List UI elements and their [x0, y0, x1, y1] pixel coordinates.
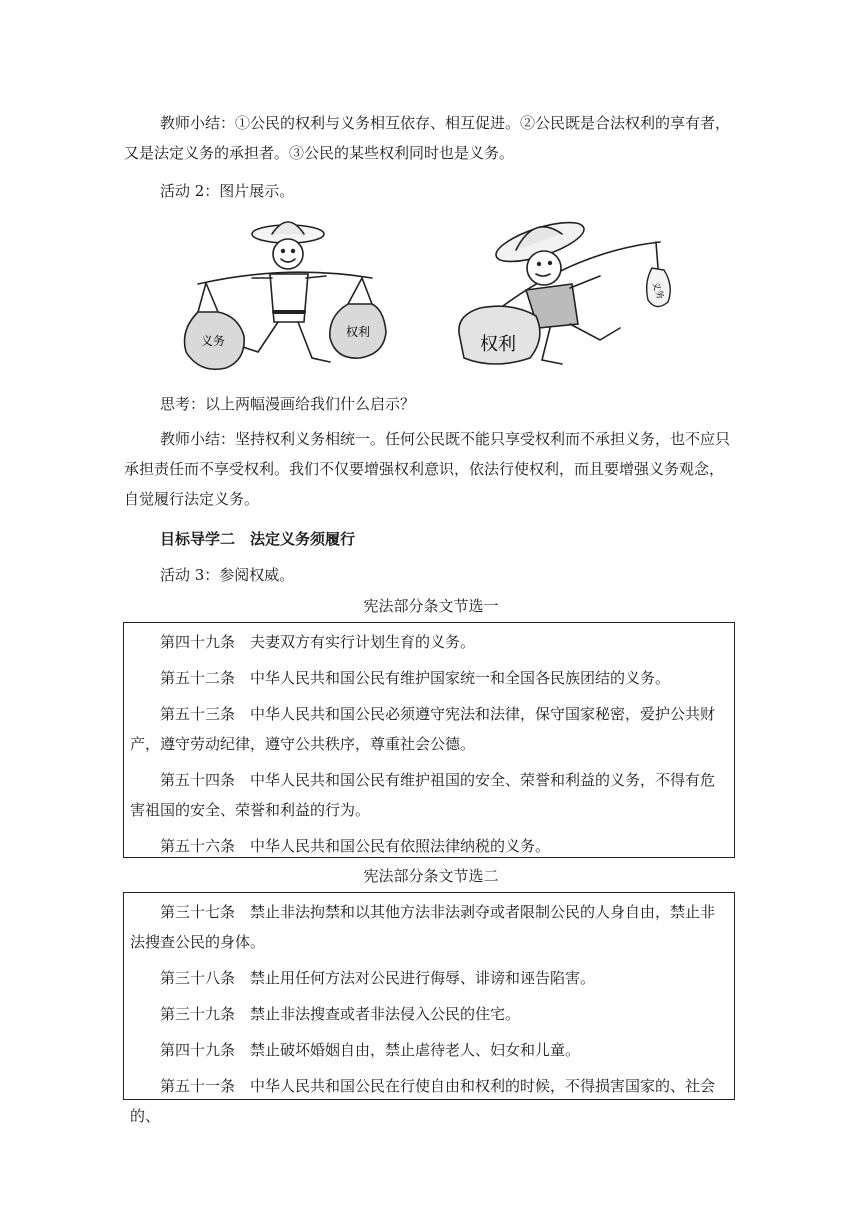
article-item: 第四十九条 夫妻双方有实行计划生育的义务。 — [160, 633, 476, 651]
bag-label-duty: 义务 — [200, 334, 226, 348]
cartoon-unbalanced-illustration — [450, 212, 680, 372]
article-item: 第三十八条 禁止用任何方法对公民进行侮辱、诽谤和诬告陷害。 — [160, 969, 596, 987]
summary-paragraph-1: 教师小结：①公民的权利与义务相互依存、相互促进。②公民既是合法权利的享有者，又是法定义务的承担者。③公民的某些权利同时也是义务。 — [124, 114, 731, 162]
activity-3-line: 活动 3：参阅权威。 — [160, 566, 295, 584]
section-heading-2: 目标导学二 法定义务须履行 — [160, 530, 356, 548]
bag-label-right: 权利 — [345, 325, 371, 339]
box-1-caption: 宪法部分条文节选一 — [363, 597, 499, 615]
right-bag — [330, 304, 386, 358]
article-item: 第三十九条 禁止非法搜查或者非法侵入公民的住宅。 — [160, 1005, 521, 1023]
cartoon-balanced-illustration — [180, 212, 390, 384]
article-item: 第五十六条 中华人民共和国公民有依照法律纳税的义务。 — [160, 837, 551, 855]
small-bag — [647, 268, 671, 307]
small-bag-label: 义务 — [649, 280, 665, 301]
constitution-excerpt-box-1 — [123, 622, 735, 858]
article-item: 第五十三条 中华人民共和国公民必须遵守宪法和法律，保守国家秘密，爱护公共财产，遵守劳动纪律，遵守公共秩序，尊重社会公德。 — [130, 705, 716, 753]
constitution-excerpt-box-2 — [123, 892, 735, 1125]
activity-2-line: 活动 2：图片展示。 — [160, 182, 295, 200]
article-item: 第五十一条 中华人民共和国公民在行使自由和权利的时候，不得损害国家的、社会的、 — [130, 1077, 716, 1125]
think-question: 思考：以上两幅漫画给我们什么启示？ — [160, 395, 416, 413]
left-bag — [185, 312, 245, 369]
summary-paragraph-2: 教师小结：坚持权利义务相统一。任何公民既不能只享受权利而不承担义务，也不应只承担责任而不享受权利。我们不仅要增强权利意识，依法行使权利，而且要增强义务观念，自觉履行法定义务。 — [124, 430, 731, 508]
box-2-caption: 宪法部分条文节选二 — [363, 867, 499, 885]
big-bag — [459, 306, 540, 364]
big-bag-label: 权利 — [480, 334, 516, 355]
article-item: 第四十九条 禁止破坏婚姻自由，禁止虐待老人、妇女和儿童。 — [160, 1041, 581, 1059]
article-item: 第三十七条 禁止非法拘禁和以其他方法非法剥夺或者限制公民的人身自由，禁止非法搜查公民的身体。 — [130, 903, 716, 951]
article-item: 第五十四条 中华人民共和国公民有维护祖国的安全、荣誉和利益的义务，不得有危害祖国的安全、荣誉和利益的行为。 — [130, 771, 716, 819]
article-item: 第五十二条 中华人民共和国公民有维护国家统一和全国各民族团结的义务。 — [160, 669, 671, 687]
